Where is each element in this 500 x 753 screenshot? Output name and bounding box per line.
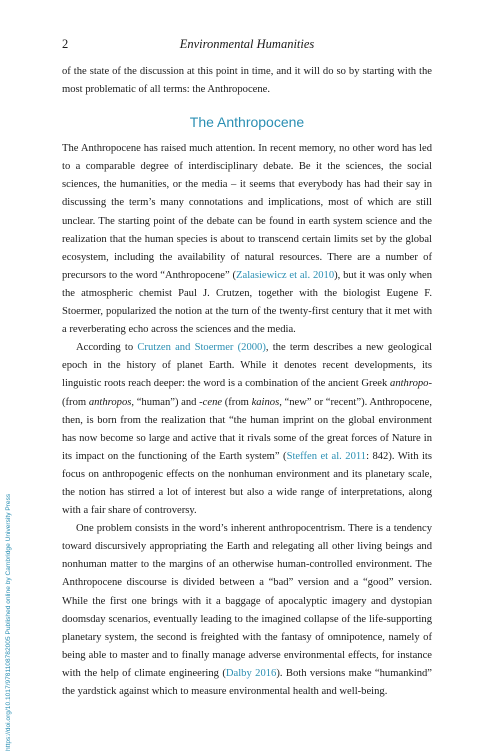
paragraph-2-text-e: (from [222, 396, 252, 408]
paragraph-2-text-g: : 842). With its focus on anthropogenic effects on the nonhuman environment and its planetary scale, the notion has stirred a lot of interest but also a wide range of interpretations, along with a fair share of controversy. [62, 450, 432, 517]
paragraph-1-text-b: ), but it was only when the atmospheric chemist Paul J. Crutzen, together with the biologist Eugene F. Stoermer, popularized the notion at the turn of the twenty-first century that it met with a reverberating echo across the sciences and the media. [62, 269, 433, 336]
term-anthropo: anthropo- [390, 378, 432, 390]
paragraph-2-text-f: , “new” or “recent”). Anthropocene, then, is born from the realization that “the human imprint on the global environment has now become so large and active that it rivals some of the great forces of Nature in its impact on the functioning of the Earth system” ( [62, 396, 433, 462]
citation-dalby-link[interactable]: Dalby 2016 [225, 667, 277, 679]
paragraph-3-text-b: ). Both versions make “humankind” the yardstick against which to measure environmental health and well-being. [62, 667, 432, 697]
paragraph-3-text-a: One problem consists in the word’s inherent anthropocentrism. There is a tendency toward discursively appropriating the Earth and relegating all other living beings and nonhuman matter to the margins of an otherwise human-controlled environment. The Anthropocene discourse is divided between a “bad” version and a “good” version. While the first one brings with it a baggage of apocalyptic imagery and dystopian doomsday scenarios, eventually leading to the imagined collapse of the life-supporting planetary system, the second is freighted with the fantasy of omnipotence, namely of being able to master and to finally manage adverse environmental effects, for instance with the help of climate engineering ( [62, 523, 432, 679]
paragraph-2-text-b: , the term describes a new geological epoch in the history of planet Earth. While it denotes recent developments, its linguistic roots reach deeper: the word is a combination of the ancient Greek [62, 342, 432, 390]
paragraph-1-text-a: The Anthropocene has raised much attention. In recent memory, no other word has led to a comparable degree of interdisciplinary debate. Be it the sciences, the social sciences, the humanities, or the media – it seems that everybody has had their say in discussing the term’s many connotations and implications, most of which are still unclear. The starting point of the debate can be found in earth system science and the realization that the human species is about to transcend certain limits set by the global ecosystem, including the availability of natural resources. There are a number of precursors to the word “Anthropocene” ( [62, 143, 432, 281]
term-anthropos: anthropos [88, 396, 132, 408]
paragraph-1 [62, 140, 432, 339]
page-number: 2 [62, 37, 69, 51]
paragraph-2 [62, 339, 432, 520]
section-heading: The Anthropocene [189, 114, 305, 131]
citation-steffen-link[interactable]: Steffen et al. 2011 [286, 450, 367, 462]
term-cene: -cene [199, 396, 223, 408]
body-text [62, 63, 432, 701]
paragraph-2-text-d: , “human”) and [131, 396, 200, 408]
paragraph-2-text-a: According to [76, 342, 138, 354]
page-header [62, 37, 432, 53]
doi-side-link[interactable]: https://doi.org/10.1017/9781108782005 Published online by Cambridge University Press [5, 493, 12, 751]
term-kainos: kainos [251, 396, 280, 408]
running-title: Environmental Humanities [179, 37, 315, 51]
paragraph-2-text-c: (from [62, 396, 89, 408]
citation-zalasiewicz-link[interactable]: Zalasiewicz et al. 2010 [236, 269, 335, 281]
intro-paragraph: of the state of the discussion at this point in time, and it will do so by starting with the most problematic of all terms: the Anthropocene. [62, 66, 432, 96]
paragraph-3 [62, 520, 432, 701]
citation-crutzen-stoermer-link[interactable]: Crutzen and Stoermer (2000) [137, 342, 266, 354]
